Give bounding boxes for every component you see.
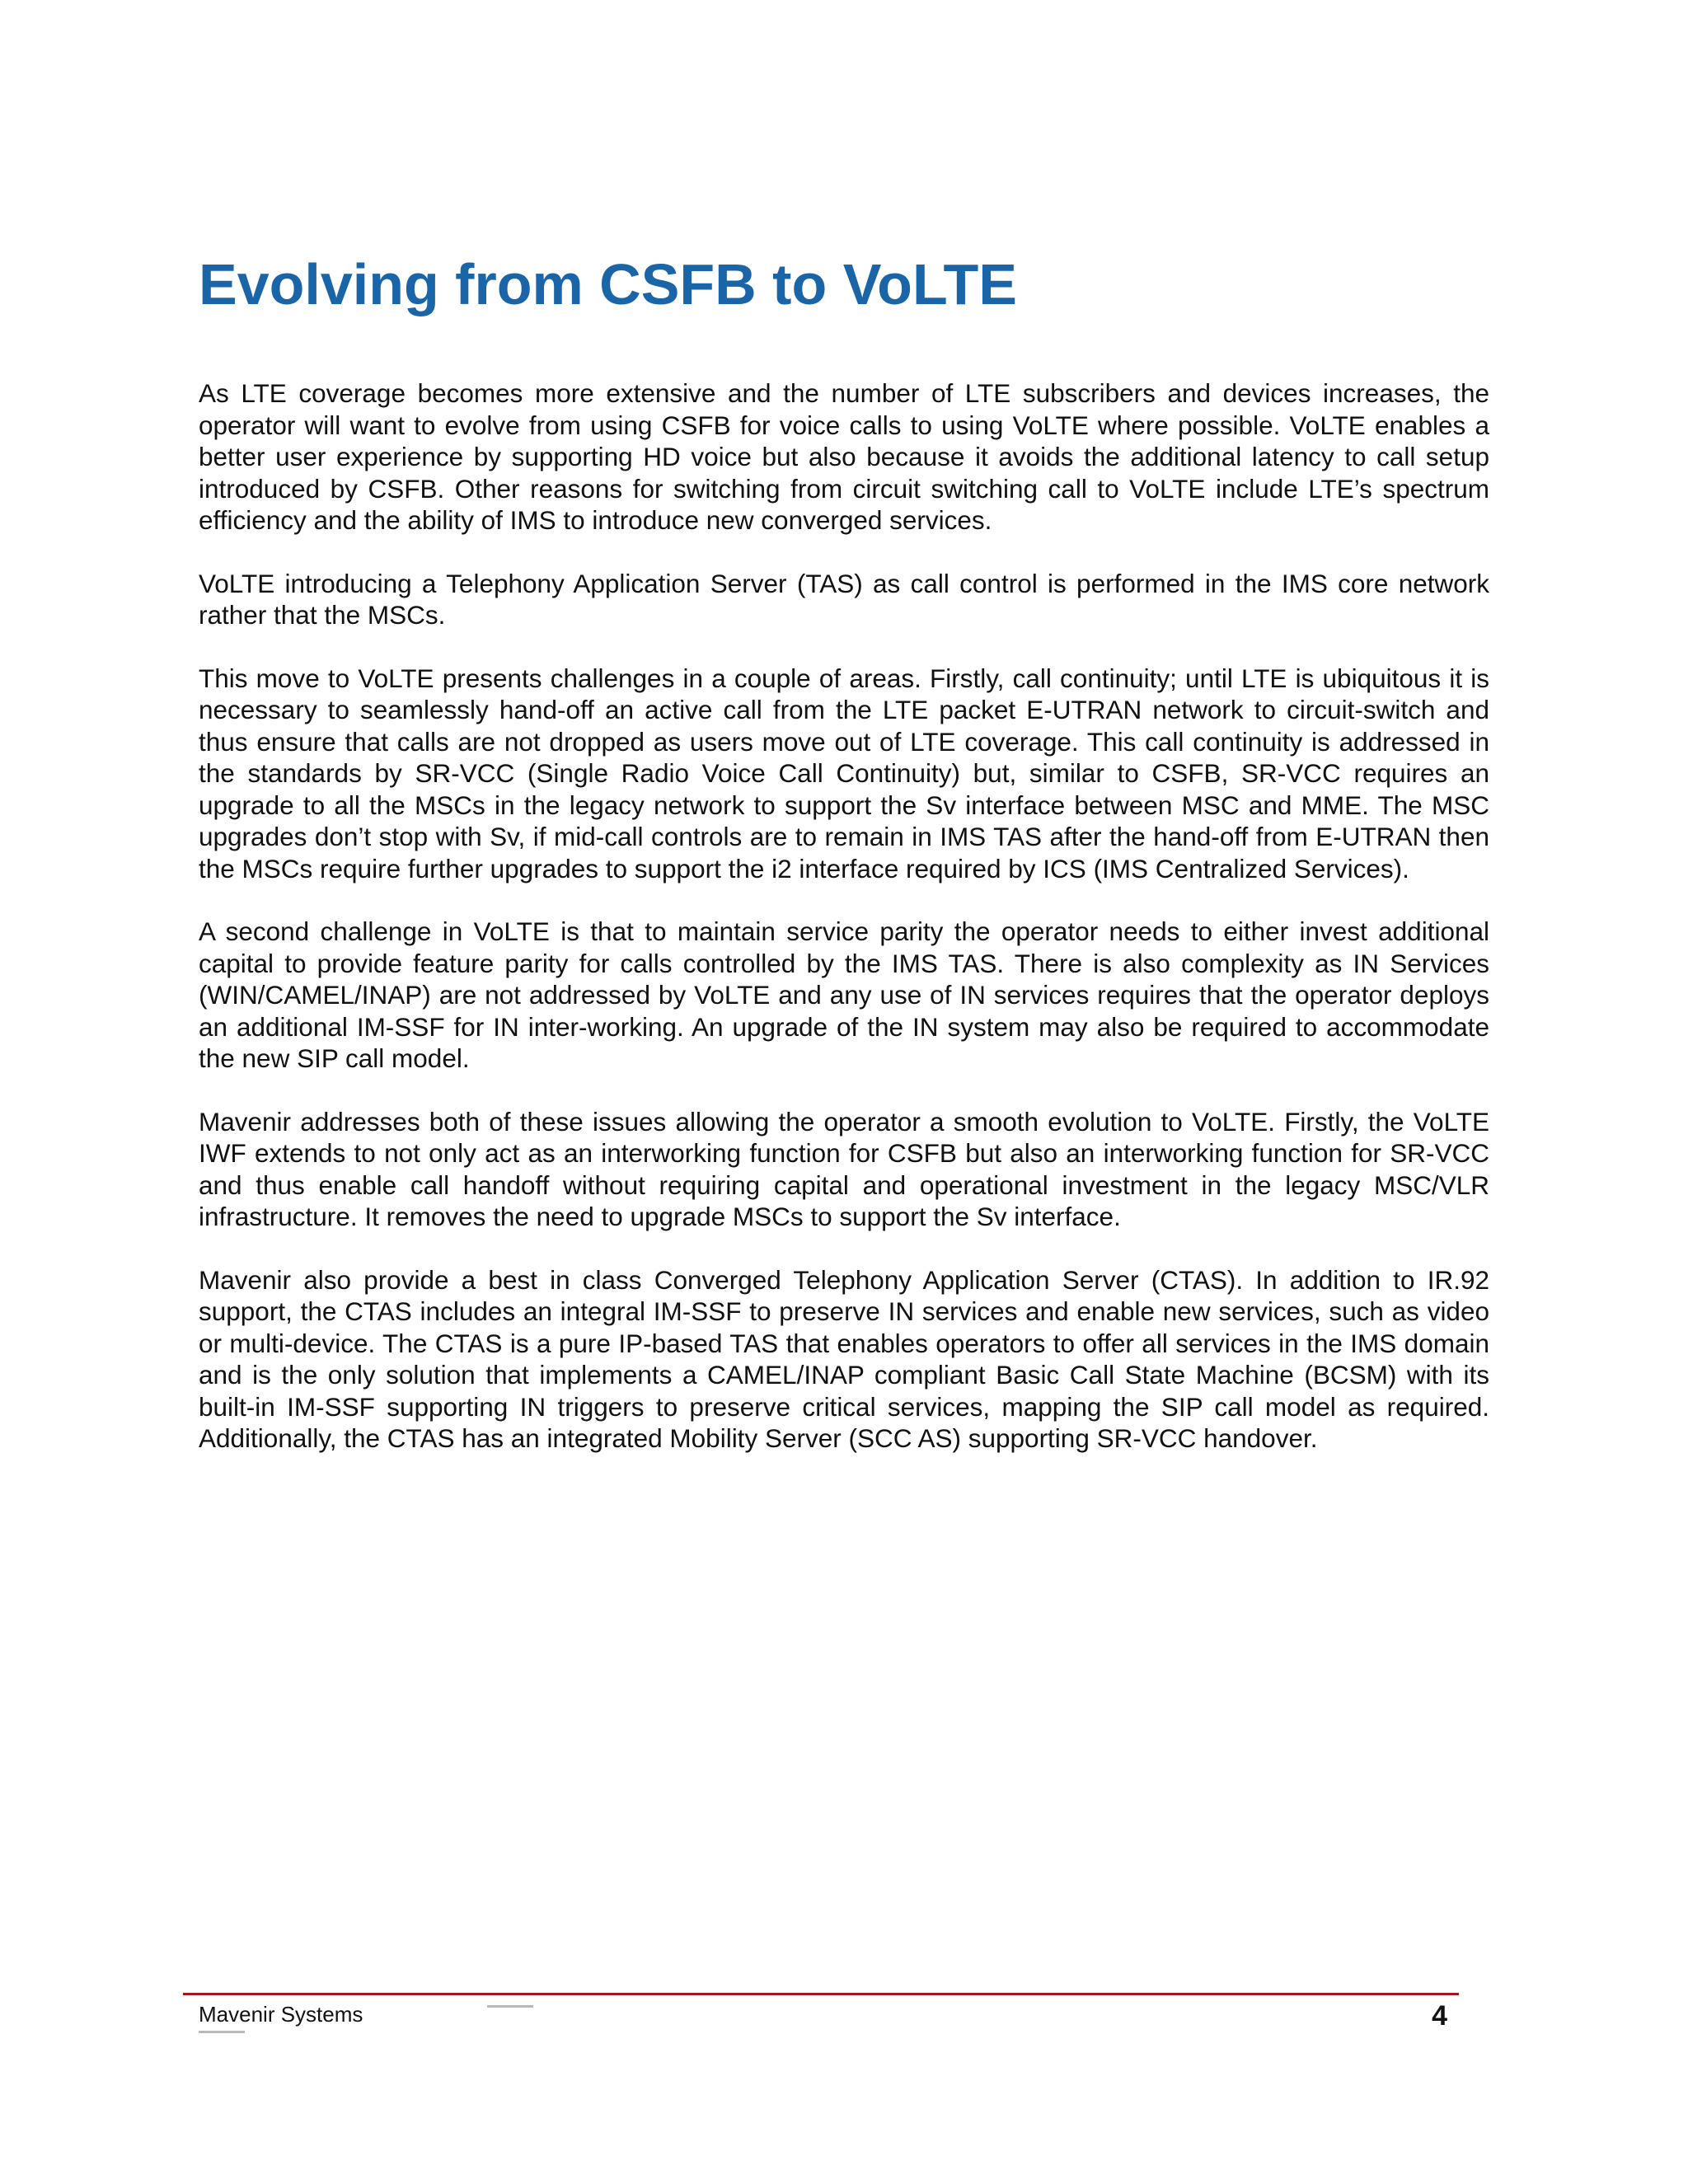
footer-fine-print-mark-left	[199, 2031, 245, 2033]
paragraph-6: Mavenir also provide a best in class Converged Telephony Application Server (CTAS). In addition to IR.92 support, the CTAS includes an integral IM-SSF to preserve IN services and enable new services, such as video or multi-device. The CTAS is a pure IP-based TAS that enables operators to offer all services in the IMS domain and is the only solution that implements a CAMEL/INAP compliant Basic Call State Machine (BCSM) with its built-in IM-SSF supporting IN triggers to preserve critical services, mapping the SIP call model as required. Additionally, the CTAS has an integrated Mobility Server (SCC AS) supporting SR-VCC handover.	[199, 1264, 1489, 1453]
paragraph-1: As LTE coverage becomes more extensive and the number of LTE subscribers and devices increases, the operator will want to evolve from using CSFB for voice calls to using VoLTE where possible. VoLTE enables a better user experience by supporting HD voice but also because it avoids the additional latency to call setup introduced by CSFB. Other reasons for switching from circuit switching call to VoLTE include LTE’s spectrum efficiency and the ability of IMS to introduce new converged services.	[199, 378, 1489, 535]
page-number: 4	[1432, 2000, 1447, 2032]
paragraph-3: This move to VoLTE presents challenges in a couple of areas. Firstly, call continuity; until LTE is ubiquitous it is necessary to seamlessly hand-off an active call from the LTE packet E-UTRAN network to circuit-switch and thus ensure that calls are not dropped as users move out of LTE coverage. This call continuity is addressed in the standards by SR-VCC (Single Radio Voice Call Continuity) but, similar to CSFB, SR-VCC requires an upgrade to all the MSCs in the legacy network to support the Sv interface between MSC and MME. The MSC upgrades don’t stop with Sv, if mid-call controls are to remain in IMS TAS after the hand-off from E-UTRAN then the MSCs require further upgrades to support the i2 interface required by ICS (IMS Centralized Services).	[199, 663, 1489, 883]
paragraph-4: A second challenge in VoLTE is that to maintain service parity the operator needs to either invest additional capital to provide feature parity for calls controlled by the IMS TAS. There is also complexity as IN Services (WIN/CAMEL/INAP) are not addressed by VoLTE and any use of IN services requires that the operator deploys an additional IM-SSF for IN inter-working. An upgrade of the IN system may also be required to accommodate the new SIP call model.	[199, 916, 1489, 1073]
paragraph-5: Mavenir addresses both of these issues allowing the operator a smooth evolution to VoLTE. Firstly, the VoLTE IWF extends to not only act as an interworking function for CSFB but also an interworking function for SR-VCC and thus enable call handoff without requiring capital and operational investment in the legacy MSC/VLR infrastructure. It removes the need to upgrade MSCs to support the Sv interface.	[199, 1106, 1489, 1231]
footer-fine-print-mark	[487, 2005, 533, 2008]
body-text	[199, 377, 1489, 1486]
page-title: Evolving from CSFB to VoLTE	[199, 252, 1017, 316]
footer-divider	[183, 1993, 1459, 1995]
paragraph-2: VoLTE introducing a Telephony Application Server (TAS) as call control is performed in the IMS core network rather that the MSCs.	[199, 568, 1489, 630]
footer-company-name: Mavenir Systems	[199, 2002, 363, 2027]
